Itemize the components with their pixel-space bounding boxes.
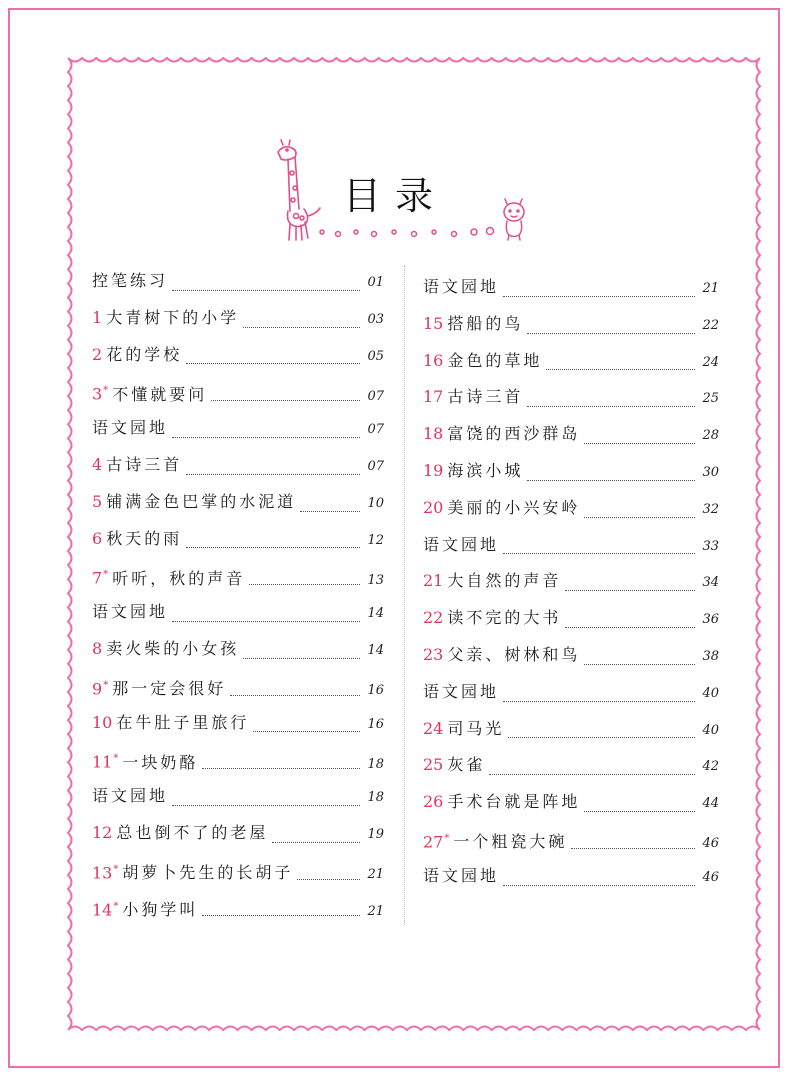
dot-leader bbox=[172, 290, 360, 291]
dot-leader bbox=[508, 737, 695, 738]
toc-page-number: 19 bbox=[367, 826, 384, 842]
lesson-number-text: 15 bbox=[423, 313, 444, 333]
lesson-number-text: 6 bbox=[92, 528, 103, 548]
dot-leader bbox=[584, 443, 695, 444]
lesson-number-text: 3 bbox=[92, 384, 103, 404]
toc-page-number: 34 bbox=[702, 575, 719, 591]
toc-entry-title: 古诗三首 bbox=[447, 387, 524, 407]
toc-entry-title: 胡萝卜先生的长胡子 bbox=[122, 863, 294, 883]
toc-page-number: 01 bbox=[367, 275, 384, 290]
lesson-number bbox=[423, 456, 443, 486]
dot-leader bbox=[202, 768, 360, 769]
lesson-number bbox=[92, 708, 112, 738]
optional-star-marker: * bbox=[113, 863, 119, 875]
toc-page-number: 18 bbox=[367, 756, 384, 772]
optional-star-marker: * bbox=[103, 385, 109, 397]
toc-entry-title: 语文园地 bbox=[92, 418, 169, 438]
toc-page-number: 46 bbox=[702, 836, 719, 852]
toc-page-number: 24 bbox=[702, 354, 719, 370]
toc-entry-title: 搭船的鸟 bbox=[447, 313, 524, 333]
toc-entry[interactable] bbox=[92, 560, 384, 597]
toc-entry-title: 金色的草地 bbox=[447, 350, 543, 370]
dot-leader bbox=[503, 553, 695, 554]
dot-leader bbox=[503, 701, 695, 702]
toc-entry-title: 语文园地 bbox=[423, 865, 500, 885]
lesson-number-text: 21 bbox=[423, 571, 444, 591]
toc-entry[interactable] bbox=[92, 855, 384, 892]
toc-page-number: 16 bbox=[367, 683, 384, 699]
toc-page-number: 21 bbox=[367, 903, 384, 919]
toc-entry[interactable] bbox=[92, 524, 384, 561]
toc-entry-title: 小狗学叫 bbox=[122, 899, 199, 919]
toc-entry-title: 秋天的雨 bbox=[106, 528, 183, 548]
dot-leader bbox=[186, 547, 360, 548]
lesson-number-text: 25 bbox=[423, 755, 444, 775]
lesson-number-text: 14 bbox=[92, 899, 113, 919]
lesson-number-text: 24 bbox=[423, 718, 444, 738]
dot-leader bbox=[565, 590, 695, 591]
small-giraffe-icon bbox=[494, 196, 534, 242]
dot-leader bbox=[186, 474, 360, 475]
toc-entry[interactable] bbox=[92, 266, 384, 303]
dot-leader bbox=[584, 517, 695, 518]
lesson-number-text: 1 bbox=[92, 307, 103, 327]
toc-page-number: 28 bbox=[702, 428, 719, 444]
dot-leader bbox=[211, 400, 360, 401]
toc-entry-title: 读不完的大书 bbox=[447, 608, 562, 628]
toc-page-number: 07 bbox=[367, 422, 384, 438]
toc-page-number: 44 bbox=[702, 796, 719, 812]
toc-entry[interactable] bbox=[423, 787, 719, 824]
toc-entry[interactable] bbox=[92, 413, 384, 450]
optional-star-marker: * bbox=[103, 569, 109, 581]
toc-entry[interactable] bbox=[92, 487, 384, 524]
toc-page-number: 10 bbox=[367, 495, 384, 511]
lesson-number-text: 9 bbox=[92, 679, 103, 699]
dot-leader bbox=[503, 885, 695, 886]
dots-icon bbox=[316, 222, 496, 242]
toc-entry[interactable] bbox=[423, 493, 719, 530]
dot-leader bbox=[565, 627, 695, 628]
toc-entry-title: 手术台就是阵地 bbox=[447, 792, 581, 812]
toc-page-number: 36 bbox=[702, 612, 719, 628]
dot-leader bbox=[172, 805, 360, 806]
toc-page-number: 18 bbox=[367, 790, 384, 806]
toc-entry[interactable] bbox=[423, 714, 719, 751]
toc-page-number: 13 bbox=[367, 572, 384, 588]
lesson-number bbox=[92, 855, 118, 888]
lesson-number-text: 2 bbox=[92, 344, 103, 364]
toc-entry-title: 语文园地 bbox=[92, 786, 169, 806]
toc-entry-title: 卖火柴的小女孩 bbox=[106, 638, 240, 658]
toc-page-number: 14 bbox=[367, 642, 384, 658]
toc-entry-title: 一块奶酪 bbox=[122, 752, 199, 772]
toc-entry[interactable] bbox=[92, 744, 384, 781]
toc-page-number: 22 bbox=[702, 317, 719, 333]
lesson-number bbox=[423, 787, 443, 817]
lesson-number-text: 12 bbox=[92, 822, 113, 842]
lesson-number bbox=[423, 346, 443, 376]
lesson-number-text: 23 bbox=[423, 644, 444, 664]
lesson-number-text: 17 bbox=[423, 387, 444, 407]
lesson-number-text: 11 bbox=[92, 752, 113, 772]
toc-entry-title: 语文园地 bbox=[92, 602, 169, 622]
toc-page-number: 30 bbox=[702, 464, 719, 480]
toc-entry-title: 语文园地 bbox=[423, 534, 500, 554]
lesson-number-text: 27 bbox=[423, 832, 444, 852]
dot-leader bbox=[571, 848, 695, 849]
toc-entry-title: 铺满金色巴掌的水泥道 bbox=[106, 491, 297, 511]
toc-entry[interactable] bbox=[423, 750, 719, 787]
dot-leader bbox=[503, 296, 695, 297]
toc-entry[interactable] bbox=[92, 450, 384, 487]
toc-page-number: 32 bbox=[702, 501, 719, 517]
toc-entry-title: 一个粗瓷大碗 bbox=[453, 832, 568, 852]
toc-entry[interactable] bbox=[92, 634, 384, 671]
dot-leader bbox=[172, 621, 360, 622]
toc-entry[interactable] bbox=[423, 677, 719, 714]
toc-page-number: 14 bbox=[367, 606, 384, 622]
toc-page-number: 16 bbox=[367, 716, 384, 732]
toc-entry-title: 语文园地 bbox=[423, 681, 500, 701]
toc-entry-title: 大青树下的小学 bbox=[106, 307, 240, 327]
dot-leader bbox=[202, 915, 360, 916]
dot-leader bbox=[243, 658, 360, 659]
toc-entry[interactable] bbox=[423, 640, 719, 677]
lesson-number bbox=[423, 382, 443, 412]
dot-leader bbox=[300, 511, 360, 512]
toc-entry[interactable] bbox=[92, 376, 384, 413]
column-divider bbox=[404, 265, 405, 925]
lesson-number-text: 19 bbox=[423, 460, 444, 480]
toc-page-number: 40 bbox=[702, 685, 719, 701]
lesson-number bbox=[92, 524, 102, 554]
lesson-number bbox=[92, 634, 102, 664]
dot-leader bbox=[186, 363, 360, 364]
toc-entry[interactable] bbox=[423, 456, 719, 493]
optional-star-marker: * bbox=[113, 900, 119, 912]
lesson-number bbox=[92, 340, 102, 370]
toc-page-number: 03 bbox=[367, 311, 384, 327]
dot-leader bbox=[253, 731, 360, 732]
dot-leader bbox=[527, 480, 695, 481]
toc-entry[interactable] bbox=[92, 597, 384, 634]
toc-entry-title: 灰雀 bbox=[447, 755, 486, 775]
toc-entry-title: 古诗三首 bbox=[106, 454, 183, 474]
dot-leader bbox=[272, 842, 360, 843]
toc-entry[interactable] bbox=[423, 530, 719, 567]
toc-entry-title: 听听，秋的声音 bbox=[112, 568, 246, 588]
lesson-number-text: 26 bbox=[423, 792, 444, 812]
dot-leader bbox=[527, 406, 695, 407]
lesson-number-text: 8 bbox=[92, 638, 103, 658]
toc-page-number: 07 bbox=[367, 458, 384, 474]
toc-entry[interactable] bbox=[423, 603, 719, 640]
toc-entry[interactable] bbox=[423, 419, 719, 456]
toc-entry[interactable] bbox=[423, 309, 719, 346]
lesson-number bbox=[92, 892, 118, 925]
toc-entry[interactable] bbox=[423, 824, 719, 861]
lesson-number bbox=[92, 376, 108, 409]
toc-entry[interactable] bbox=[423, 566, 719, 603]
toc-page-number: 33 bbox=[702, 538, 719, 554]
optional-star-marker: * bbox=[113, 753, 119, 765]
lesson-number-text: 5 bbox=[92, 491, 103, 511]
toc-page-number: 40 bbox=[702, 722, 719, 738]
toc-entry[interactable] bbox=[423, 272, 719, 309]
lesson-number bbox=[423, 309, 443, 339]
toc-entry-title: 总也倒不了的老屋 bbox=[116, 822, 269, 842]
toc-entry-title: 在牛肚子里旅行 bbox=[116, 712, 250, 732]
toc-entry[interactable] bbox=[423, 382, 719, 419]
toc-entry[interactable] bbox=[92, 781, 384, 818]
lesson-number bbox=[92, 671, 108, 704]
toc-page-number: 46 bbox=[702, 869, 719, 885]
toc-entry-title: 控笔练习 bbox=[92, 271, 169, 290]
page-title: 目录 bbox=[342, 174, 447, 218]
dot-leader bbox=[230, 695, 360, 696]
lesson-number bbox=[423, 750, 443, 780]
lesson-number bbox=[423, 566, 443, 596]
dot-leader bbox=[249, 584, 360, 585]
toc-entry-title: 那一定会很好 bbox=[112, 679, 227, 699]
toc-entry[interactable] bbox=[92, 708, 384, 745]
toc-entry[interactable] bbox=[92, 303, 384, 340]
lesson-number-text: 16 bbox=[423, 350, 444, 370]
lesson-number bbox=[423, 824, 449, 857]
toc-entry[interactable] bbox=[423, 861, 719, 898]
toc-right-column bbox=[423, 272, 719, 898]
lesson-number-text: 7 bbox=[92, 568, 103, 588]
toc-entry[interactable] bbox=[92, 671, 384, 708]
lesson-number bbox=[423, 603, 443, 633]
lesson-number-text: 13 bbox=[92, 863, 113, 883]
lesson-number bbox=[92, 560, 108, 593]
toc-page-number: 42 bbox=[702, 759, 719, 775]
toc-entry-title: 父亲、树林和鸟 bbox=[447, 644, 581, 664]
dot-leader bbox=[584, 664, 695, 665]
toc-entry[interactable] bbox=[92, 892, 384, 929]
toc-entry-title: 语文园地 bbox=[423, 277, 500, 296]
lesson-number bbox=[423, 419, 443, 449]
dot-leader bbox=[172, 437, 360, 438]
toc-page-number: 25 bbox=[702, 391, 719, 407]
toc-entry-title: 富饶的西沙群岛 bbox=[447, 424, 581, 444]
dot-leader bbox=[297, 879, 360, 880]
toc-left-column bbox=[92, 266, 384, 928]
optional-star-marker: * bbox=[444, 832, 450, 844]
dot-leader bbox=[584, 811, 695, 812]
dot-leader bbox=[546, 369, 695, 370]
dot-leader bbox=[489, 774, 695, 775]
toc-entry-title: 大自然的声音 bbox=[447, 571, 562, 591]
toc-page-number: 38 bbox=[702, 648, 719, 664]
toc-page-number: 21 bbox=[702, 281, 719, 296]
lesson-number-text: 18 bbox=[423, 424, 444, 444]
toc-page-number: 05 bbox=[367, 348, 384, 364]
lesson-number bbox=[92, 303, 102, 333]
toc-entry-title: 不懂就要问 bbox=[112, 384, 208, 404]
toc-entry[interactable] bbox=[92, 340, 384, 377]
toc-entry[interactable] bbox=[92, 818, 384, 855]
lesson-number bbox=[92, 450, 102, 480]
lesson-number bbox=[423, 714, 443, 744]
optional-star-marker: * bbox=[103, 679, 109, 691]
lesson-number-text: 22 bbox=[423, 608, 444, 628]
toc-entry[interactable] bbox=[423, 346, 719, 383]
toc-page-number: 21 bbox=[367, 867, 384, 883]
lesson-number bbox=[92, 818, 112, 848]
lesson-number bbox=[423, 493, 443, 523]
toc-entry-title: 花的学校 bbox=[106, 344, 183, 364]
toc-entry-title: 海滨小城 bbox=[447, 460, 524, 480]
lesson-number bbox=[92, 744, 118, 777]
lesson-number bbox=[92, 487, 102, 517]
toc-page-number: 12 bbox=[367, 532, 384, 548]
lesson-number-text: 10 bbox=[92, 712, 113, 732]
dot-leader bbox=[243, 327, 360, 328]
toc-page-number: 07 bbox=[367, 388, 384, 404]
toc-entry-title: 美丽的小兴安岭 bbox=[447, 497, 581, 517]
toc-entry-title: 司马光 bbox=[447, 718, 505, 738]
lesson-number-text: 4 bbox=[92, 454, 103, 474]
lesson-number-text: 20 bbox=[423, 497, 444, 517]
dot-leader bbox=[527, 333, 695, 334]
lesson-number bbox=[423, 640, 443, 670]
